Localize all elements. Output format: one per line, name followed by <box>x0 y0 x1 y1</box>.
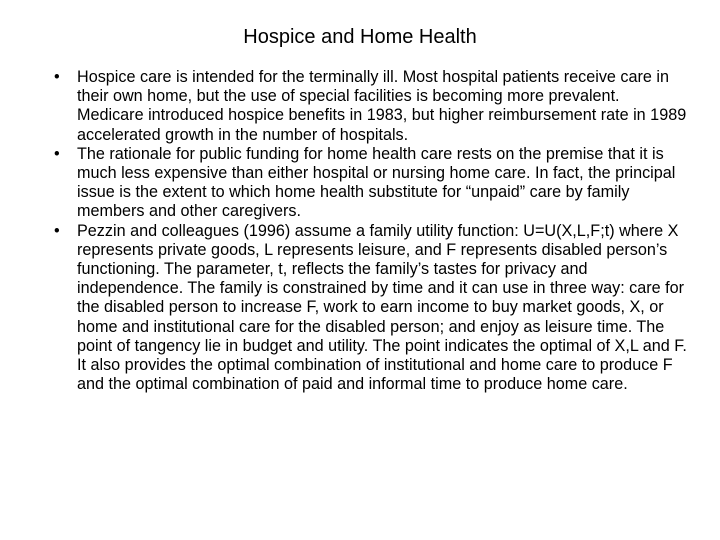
bullet-dot-icon: • <box>54 221 60 240</box>
bullet-item-pezzin <box>48 222 688 395</box>
slide-title: Hospice and Home Health <box>243 26 477 48</box>
bullet-text: The rationale for public funding for home health care rests on the premise that it is much less expensive than either hospital or nursing home care. In fact, the principal issue is the extent to which home health substitute for “unpaid” care by family members and other caregivers. <box>77 144 676 221</box>
bullet-item-rationale <box>48 145 688 222</box>
bullet-dot-icon: • <box>54 68 60 86</box>
bullet-text: Hospice care is intended for the terminally ill. Most hospital patients receive care in their own home, but the use of special facilities is becoming more prevalent. Medicare introduced hospice benefits in 1983, but higher reimbursement rate in 1989 accelerated growth in the number of hospitals. <box>77 68 687 144</box>
bullet-text: Pezzin and colleagues (1996) assume a family utility function: U=U(X,L,F;t) where X represents private goods, L represents leisure, and F represents disabled person’s functioning. The parameter, t, reflects the family’s tastes for privacy and independence. The family is constrained by time and it can use in three way: care for the disabled person to increase F, work to earn income to buy market goods, X, or home and institutional care for the disabled person; and enjoy as leisure time. The point of tangency lie in budget and utility. The point indicates the optimal of X,L and F. It also provides the optimal combination of institutional and home care to produce F and the optimal combination of paid and informal time to produce home care. <box>77 221 687 394</box>
bullet-item-hospice <box>48 68 688 145</box>
bullet-dot-icon: • <box>54 144 60 163</box>
bullet-list <box>48 68 688 394</box>
